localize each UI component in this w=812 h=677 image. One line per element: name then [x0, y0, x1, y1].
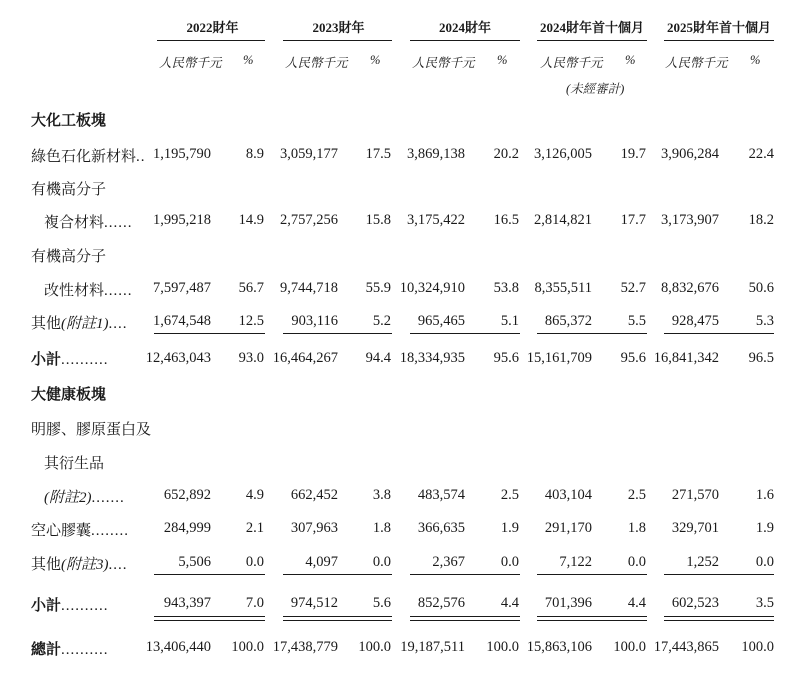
col-unit: 人民幣千元	[159, 56, 222, 70]
cell-amount: 928,475	[671, 313, 719, 329]
cell-amount: 701,396	[544, 595, 592, 611]
header-rule	[157, 40, 265, 41]
cell-amount: 965,465	[417, 313, 465, 329]
cell-pct: 3.5	[755, 595, 774, 611]
col-pct: %	[370, 53, 381, 67]
cell-amount: 4,097	[305, 554, 338, 570]
cell-amount: 16,464,267	[272, 350, 338, 366]
cell-amount: 12,463,043	[145, 350, 211, 366]
col-header-year-2024-10m: 2024財年首十個月	[539, 20, 644, 35]
cell-amount: 18,334,935	[399, 350, 465, 366]
col-unit: 人民幣千元	[665, 56, 728, 70]
cell-amount: 483,574	[417, 487, 465, 503]
total-label: 總計..........	[31, 642, 109, 658]
cell-pct: 93.0	[238, 350, 264, 366]
double-rule	[410, 616, 520, 621]
subtotal-label: 小計..........	[31, 598, 109, 614]
cell-amount: 943,397	[163, 595, 211, 611]
cell-amount: 7,122	[559, 554, 592, 570]
row-label: 有機高分子	[31, 182, 107, 198]
double-rule	[154, 616, 265, 621]
col-unit: 人民幣千元	[412, 56, 475, 70]
subtotal-rule	[410, 574, 520, 575]
cell-pct: 18.2	[748, 212, 774, 228]
cell-pct: 95.6	[620, 350, 646, 366]
subtotal-rule	[537, 333, 647, 334]
row-label: 明膠、膠原蛋白及	[31, 422, 152, 438]
cell-amount: 17,443,865	[653, 639, 719, 655]
cell-pct: 100.0	[613, 639, 646, 655]
cell-amount: 307,963	[290, 520, 338, 536]
cell-pct: 56.7	[238, 280, 264, 296]
cell-pct: 14.9	[238, 212, 264, 228]
cell-amount: 15,863,106	[526, 639, 592, 655]
cell-pct: 22.4	[748, 146, 774, 162]
cell-amount: 8,355,511	[534, 280, 592, 296]
cell-pct: 0.0	[500, 554, 519, 570]
cell-pct: 50.6	[748, 280, 774, 296]
cell-pct: 17.5	[365, 146, 391, 162]
cell-amount: 291,170	[544, 520, 592, 536]
cell-amount: 271,570	[671, 487, 719, 503]
col-unit: 人民幣千元	[540, 56, 603, 70]
cell-pct: 94.4	[365, 350, 391, 366]
cell-pct: 100.0	[231, 639, 264, 655]
col-header-year-2022: 2022財年	[186, 20, 239, 35]
cell-pct: 100.0	[358, 639, 391, 655]
cell-pct: 95.6	[493, 350, 519, 366]
cell-amount: 10,324,910	[399, 280, 465, 296]
cell-pct: 53.8	[493, 280, 519, 296]
col-pct: %	[750, 53, 761, 67]
cell-amount: 366,635	[417, 520, 465, 536]
cell-amount: 17,438,779	[272, 639, 338, 655]
cell-pct: 1.9	[755, 520, 774, 536]
subtotal-rule	[283, 574, 392, 575]
cell-pct: 2.1	[245, 520, 264, 536]
cell-amount: 15,161,709	[526, 350, 592, 366]
cell-pct: 2.5	[500, 487, 519, 503]
section-title-chem: 大化工板塊	[31, 113, 107, 129]
cell-amount: 403,104	[544, 487, 592, 503]
cell-pct: 55.9	[365, 280, 391, 296]
cell-amount: 602,523	[671, 595, 719, 611]
cell-amount: 1,195,790	[153, 146, 211, 162]
cell-amount: 1,995,218	[153, 212, 211, 228]
cell-amount: 9,744,718	[280, 280, 338, 296]
cell-amount: 5,506	[178, 554, 211, 570]
cell-amount: 3,173,907	[661, 212, 719, 228]
row-label: 其他(附註3)....	[31, 557, 128, 573]
cell-amount: 3,059,177	[280, 146, 338, 162]
col-unaudited-note: (未經審計)	[566, 82, 625, 96]
row-label: 有機高分子	[31, 249, 107, 265]
row-label: 空心膠囊........	[31, 523, 130, 539]
cell-amount: 284,999	[163, 520, 211, 536]
cell-pct: 5.2	[372, 313, 391, 329]
header-rule	[664, 40, 774, 41]
cell-amount: 16,841,342	[653, 350, 719, 366]
cell-amount: 1,674,548	[153, 313, 211, 329]
row-label: 複合材料......	[44, 215, 133, 231]
col-header-year-2024: 2024財年	[438, 20, 491, 35]
cell-amount: 852,576	[417, 595, 465, 611]
cell-pct: 8.9	[245, 146, 264, 162]
cell-amount: 3,869,138	[407, 146, 465, 162]
subtotal-rule	[233, 333, 265, 334]
cell-pct: 5.1	[500, 313, 519, 329]
subtotal-rule	[410, 333, 520, 334]
cell-pct: 5.6	[372, 595, 391, 611]
header-rule	[283, 40, 392, 41]
col-header-year-2025-10m: 2025財年首十個月	[666, 20, 771, 35]
row-label: 改性材料......	[44, 283, 133, 299]
subtotal-rule	[154, 574, 265, 575]
subtotal-rule	[283, 333, 392, 334]
cell-amount: 3,906,284	[661, 146, 719, 162]
cell-amount: 865,372	[544, 313, 592, 329]
row-label: 綠色石化新材料..	[31, 149, 146, 165]
col-pct: %	[497, 53, 508, 67]
cell-pct: 0.0	[245, 554, 264, 570]
cell-amount: 903,116	[291, 313, 338, 329]
cell-pct: 100.0	[486, 639, 519, 655]
row-label: (附註2).......	[44, 490, 125, 506]
cell-pct: 1.8	[372, 520, 391, 536]
cell-pct: 1.8	[627, 520, 646, 536]
cell-pct: 7.0	[245, 595, 264, 611]
row-label: 其衍生品	[44, 456, 105, 472]
cell-amount: 7,597,487	[153, 280, 211, 296]
cell-pct: 96.5	[748, 350, 774, 366]
cell-pct: 20.2	[493, 146, 519, 162]
cell-pct: 52.7	[620, 280, 646, 296]
cell-pct: 19.7	[620, 146, 646, 162]
cell-amount: 19,187,511	[400, 639, 465, 655]
cell-pct: 5.5	[627, 313, 646, 329]
cell-pct: 17.7	[620, 212, 646, 228]
cell-pct: 1.9	[500, 520, 519, 536]
cell-amount: 3,126,005	[534, 146, 592, 162]
subtotal-rule	[664, 574, 774, 575]
cell-pct: 0.0	[372, 554, 391, 570]
cell-amount: 2,367	[432, 554, 465, 570]
col-unit: 人民幣千元	[285, 56, 348, 70]
cell-pct: 15.8	[365, 212, 391, 228]
subtotal-label: 小計..........	[31, 352, 109, 368]
cell-pct: 16.5	[493, 212, 519, 228]
cell-amount: 652,892	[163, 487, 211, 503]
row-label: 其他(附註1)....	[31, 316, 128, 332]
cell-amount: 2,814,821	[534, 212, 592, 228]
double-rule	[283, 616, 392, 621]
cell-pct: 0.0	[755, 554, 774, 570]
section-title-health: 大健康板塊	[31, 387, 107, 403]
cell-pct: 5.3	[755, 313, 774, 329]
col-header-year-2023: 2023財年	[312, 20, 365, 35]
subtotal-rule	[664, 333, 774, 334]
col-pct: %	[243, 53, 254, 67]
subtotal-rule	[537, 574, 647, 575]
cell-amount: 974,512	[290, 595, 338, 611]
cell-amount: 2,757,256	[280, 212, 338, 228]
cell-amount: 13,406,440	[145, 639, 211, 655]
cell-pct: 4.9	[245, 487, 264, 503]
cell-amount: 8,832,676	[661, 280, 719, 296]
cell-pct: 12.5	[238, 313, 264, 329]
cell-pct: 100.0	[741, 639, 774, 655]
header-rule	[537, 40, 647, 41]
double-rule	[664, 616, 774, 621]
cell-pct: 0.0	[627, 554, 646, 570]
cell-pct: 1.6	[755, 487, 774, 503]
cell-amount: 1,252	[686, 554, 719, 570]
cell-pct: 3.8	[372, 487, 391, 503]
cell-amount: 329,701	[671, 520, 719, 536]
col-pct: %	[625, 53, 636, 67]
cell-amount: 3,175,422	[407, 212, 465, 228]
cell-amount: 662,452	[290, 487, 338, 503]
cell-pct: 4.4	[500, 595, 519, 611]
header-rule	[410, 40, 520, 41]
double-rule	[537, 616, 647, 621]
cell-pct: 2.5	[627, 487, 646, 503]
cell-pct: 4.4	[627, 595, 646, 611]
